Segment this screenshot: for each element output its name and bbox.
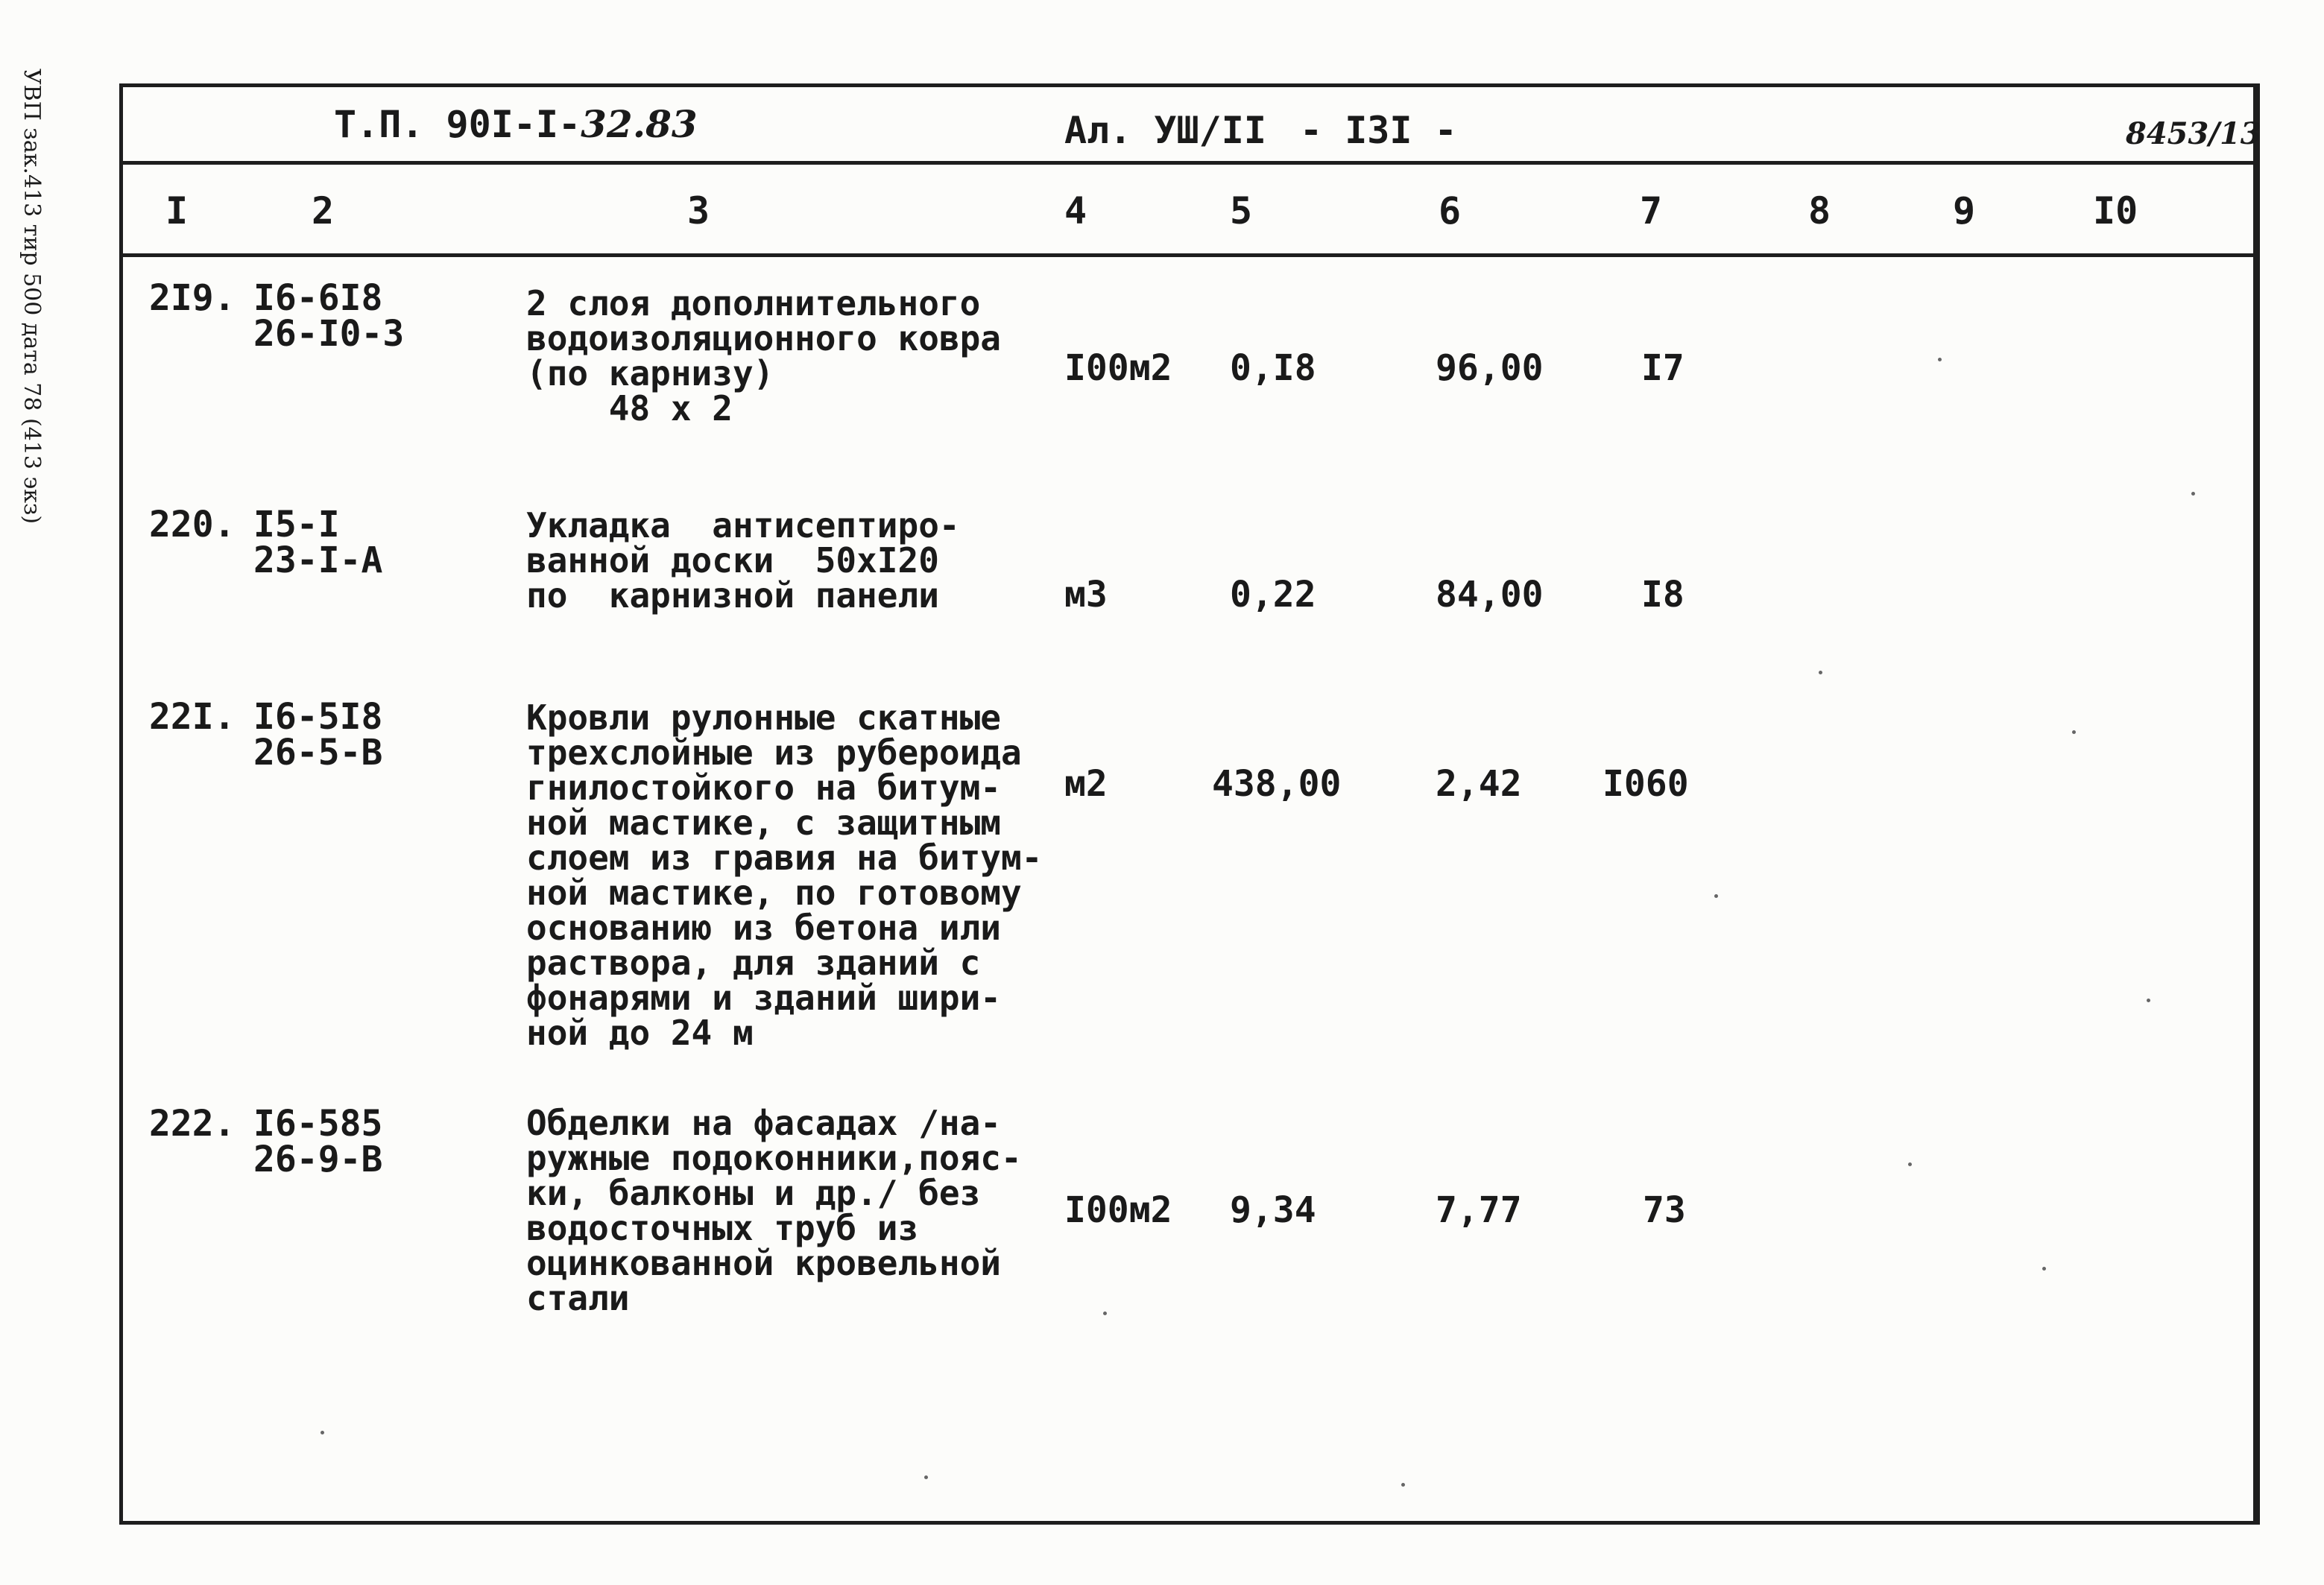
norm-code: 26-I0-3 <box>253 313 405 355</box>
work-description: 2 слоя дополнительного водоизоляционного ковра (по карнизу) 48 x 2 <box>526 283 1001 428</box>
total-cost: 73 <box>1643 1189 1686 1231</box>
work-description: Кровли рулонные скатные трехслойные из рубероида гнилостойкого на битум- ной мастике, с защитным слоем из гравия на битум- ной мастике, по готовому основанию из бетона или раствора, для зданий с фонарями и зданий шири- ной до 24 м <box>526 697 1043 1053</box>
unit-price: 2,42 <box>1436 763 1522 805</box>
quantity: 9,34 <box>1230 1189 1316 1231</box>
norm-code: I6-6I8 <box>253 277 383 319</box>
row-number: 222. <box>149 1103 236 1145</box>
total-cost: I8 <box>1641 574 1684 616</box>
row-number: 220. <box>149 504 236 545</box>
column-number-9: 9 <box>1953 189 1976 232</box>
work-description: Укладка антисептиро- ванной доски 50xI20 по карнизной панели <box>526 505 960 616</box>
unit: м2 <box>1064 763 1108 805</box>
column-number-5: 5 <box>1230 189 1253 232</box>
doc-code: Т.П. 90I-I-32.83 <box>334 102 698 146</box>
row-number: 22I. <box>149 696 236 738</box>
row-number: 2I9. <box>149 277 236 319</box>
quantity: 0,22 <box>1230 574 1316 616</box>
norm-code: I5-I <box>253 504 340 545</box>
column-number-8: 8 <box>1808 189 1831 232</box>
column-number-2: 2 <box>312 189 335 232</box>
quantity: 438,00 <box>1212 763 1342 805</box>
column-numbers-divider <box>119 253 2260 257</box>
total-cost: I060 <box>1603 763 1689 805</box>
column-number-7: 7 <box>1640 189 1663 232</box>
side-print-note: УВП зак.413 тир 500 дата 78 (413 экз) <box>19 69 45 525</box>
norm-code: I6-585 <box>253 1103 383 1145</box>
unit: I00м2 <box>1064 347 1172 389</box>
norm-code: 26-5-В <box>253 732 383 773</box>
album-label: Ал. УШ/II <box>1064 109 1266 152</box>
norm-code: 23-I-А <box>253 540 383 581</box>
norm-code: I6-5I8 <box>253 696 383 738</box>
unit: I00м2 <box>1064 1189 1172 1231</box>
unit-price: 96,00 <box>1436 347 1544 389</box>
column-number-3: 3 <box>687 189 710 232</box>
column-number-6: 6 <box>1439 189 1462 232</box>
unit-price: 84,00 <box>1436 574 1544 616</box>
quantity: 0,I8 <box>1230 347 1316 389</box>
column-number-4: 4 <box>1064 189 1087 232</box>
work-description: Обделки на фасадах /на- ружные подоконники,пояс- ки, балконы и др./ без водосточных труб из оцинкованной кровельной стали <box>526 1103 1022 1318</box>
unit: м3 <box>1064 574 1108 616</box>
table-frame <box>119 83 2260 1525</box>
column-number-10: I0 <box>2093 189 2138 232</box>
norm-code: 26-9-В <box>253 1139 383 1180</box>
total-cost: I7 <box>1641 347 1684 389</box>
page-number: - I3I - <box>1300 109 1457 152</box>
header-divider <box>119 161 2260 165</box>
column-number-1: I <box>165 189 189 232</box>
unit-price: 7,77 <box>1436 1189 1522 1231</box>
sheet-reference: 8453/13 <box>2126 116 2261 151</box>
